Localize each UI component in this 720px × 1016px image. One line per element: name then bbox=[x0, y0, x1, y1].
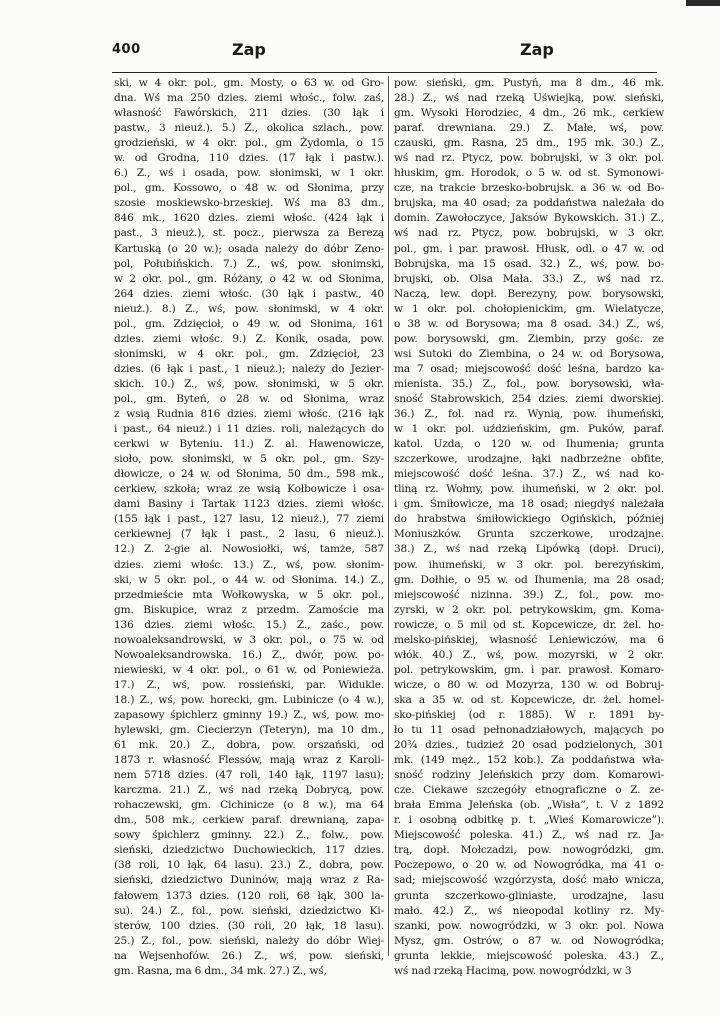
text-line: rowicze, o 5 mil od st. Kopcewicze, dr. żel. ho- bbox=[394, 618, 664, 631]
text-line: Moniuszków. Grunta szczerkowe, urodzajne. bbox=[394, 528, 664, 541]
text-line: gm. Rasna, ma 6 dm., 34 mk. 27.) Z., wś, bbox=[114, 964, 327, 977]
text-line: past., 3 nieuż.), st. pocz., pierwsza za Berezą bbox=[114, 227, 384, 240]
text-line: gm. Biskupice, wraz z przedm. Zamoście ma bbox=[114, 603, 384, 616]
page-header bbox=[112, 38, 652, 60]
text-line: i gm. Śmiłowicze, ma 18 osad; niegdyś należała bbox=[394, 498, 664, 511]
text-line: pol., gm. i par. prawosł. Hłusk, odl. o 47 w. od bbox=[394, 242, 664, 255]
text-line: nieuż.). 8.) Z., wś, pow. słonimski, w 4 okr. bbox=[114, 302, 384, 315]
text-line: pastw., 3 nieuż.). 5.) Z., okolica szlach., pow. bbox=[114, 122, 384, 135]
text-line: katol. Uzda, o 120 w. od Ihumenia; grunta bbox=[394, 438, 664, 451]
text-line: cze, na trakcie brzesko-bobrujsk. a 36 w. od Bo- bbox=[394, 182, 664, 195]
text-line: 264 dzies. ziemi włośc. (30 łąk i pastw., 40 bbox=[114, 287, 384, 300]
text-line: 17.) Z., wś, pow. rossieński, par. Widukle. bbox=[114, 678, 384, 691]
text-line: rohaczewski, gm. Cichinicze (o 8 w.), ma 64 bbox=[114, 799, 384, 812]
text-line: sioło, pow. słonimski, w 5 okr. pol., gm. Szy- bbox=[114, 453, 384, 466]
text-line: do hrabstwa śmiłowickiego Ogińskich, później bbox=[394, 513, 664, 526]
text-line: (155 łąk i past., 127 lasu, 12 nieuż.), 77 ziemi bbox=[114, 513, 384, 526]
text-line: mk. (149 męż., 152 kob.). Za poddaństwa wła- bbox=[394, 754, 664, 767]
scan-corner-mark bbox=[686, 0, 720, 6]
text-line: 136 dzies. ziemi włośc. 15.) Z., zaśc., pow. bbox=[114, 618, 384, 631]
text-line: Bobrujska, ma 15 osad. 32.) Z., wś, pow. bo- bbox=[394, 257, 664, 270]
text-line: skich. 10.) Z., wś, pow. słonimski, w 5 okr. bbox=[114, 377, 384, 390]
text-line: gm. Wysoki Horodziec, 4 dm., 26 mk., cerkiew bbox=[394, 107, 664, 120]
text-line: 846 mk., 1620 dzies. ziemi włośc. (424 łąk i bbox=[114, 212, 384, 225]
text-line: pow. ihumeński, w 3 okr. pol. berezyńskim, bbox=[394, 558, 664, 571]
text-line: 25.) Z., fol., pow. sieński, należy do dóbr Wiej- bbox=[114, 934, 384, 947]
text-line: 12.) Z. 2-gie al. Nowosiołki, wś, tamże, 587 bbox=[114, 543, 384, 556]
text-line: dm., 508 mk., cerkiew paraf. drewnianą, zapa- bbox=[114, 814, 384, 827]
text-line: pol, Połubińskich. 7.) Z., wś, pow. słonimski, bbox=[114, 257, 384, 270]
text-line: sad; miejscowość wzgórzysta, dość mało wnicza, bbox=[394, 874, 664, 887]
text-line: gm. Dołhie, o 95 w. od Ihumenia, ma 28 osad; bbox=[394, 573, 664, 586]
text-line: własność Fawórskich, 211 dzies. (30 łąk i bbox=[114, 107, 384, 120]
text-line: 36.) Z., fol. nad rz. Wynią, pow. ihumeński, bbox=[394, 408, 664, 421]
text-line: włók. 40.) Z., wś, pow. mozyrski, w 2 okr. bbox=[394, 648, 664, 661]
text-line: tliną rz. Wołmy, pow. ihumeński, w 2 okr. pol. bbox=[394, 483, 664, 496]
text-line: przedmieście mta Wołkowyska, w 5 okr. pol., bbox=[114, 588, 384, 601]
text-line: sieński, dziedzictwo Duninów, mają wraz z Ra- bbox=[114, 874, 384, 887]
text-line: paraf. drewniana. 29.) Z. Małe, wś, pow. bbox=[394, 122, 664, 135]
text-line: sterów, 100 dzies. (30 roli, 20 łąk, 18 lasu). bbox=[114, 919, 384, 932]
text-line: szosie moskiewsko-brzeskiej. Wś ma 83 dm., bbox=[114, 197, 384, 210]
text-line: 6.) Z., wś i osada, pow. słonimski, w 1 okr. bbox=[114, 167, 384, 180]
text-line: cerkiewnej (7 łąk i past., 2 lasu, 6 nieuż.). bbox=[114, 528, 384, 541]
text-line: trą, dopł. Mołczadzi, pow. nowogródzki, gm. bbox=[394, 844, 664, 857]
text-line: sność Stabrowskich, 254 dzies. ziemi dworskiej. bbox=[394, 392, 664, 405]
text-line: ski, w 5 okr. pol., o 44 w. od Słonima. 14.) Z., bbox=[114, 573, 384, 586]
text-line: pol. petrykowskim, gm. i par. prawosł. Komaro- bbox=[394, 663, 664, 676]
text-line: wś nad rzeką Hacimą, pow. nowogródzki, w 3 bbox=[394, 964, 632, 977]
text-line: 38.) Z., wś nad rzeką Lipówką (dopł. Druci), bbox=[394, 543, 664, 556]
page-number: 400 bbox=[112, 42, 141, 57]
header-rule bbox=[112, 72, 657, 73]
text-line: grodzieński, w 4 okr. pol., gm Żydomla, o 15 bbox=[114, 137, 384, 150]
text-line: (38 roli, 10 łąk, 64 lasu). 23.) Z., dobra, pow. bbox=[114, 859, 384, 872]
text-line: fałowem 1373 dzies. (120 roli, 68 łąk, 300 la- bbox=[114, 889, 384, 902]
text-line: wicze, o 80 w. od Mozyrza, 130 w. od Bobruj- bbox=[394, 678, 664, 691]
text-line: dzies. ziemi włośc. 9.) Z. Konik, osada, pow. bbox=[114, 332, 384, 345]
running-head-left: Zap bbox=[232, 40, 266, 59]
text-line: dzies. (6 łąk i past., 1 nieuż.); należy do Jezier- bbox=[114, 362, 384, 375]
text-line: miejscowość nizinna. 39.) Z., fol., pow. mo- bbox=[394, 588, 664, 601]
text-line: dzies. ziemi włośc. 13.) Z., wś, pow. słonim- bbox=[114, 558, 384, 571]
text-line: nowoaleksandrowski, w 3 okr. pol., o 75 w. od bbox=[114, 633, 384, 646]
text-line: grunta lekkie, miejscowość poleska. 43.) Z., bbox=[394, 949, 664, 962]
right-column bbox=[394, 76, 664, 977]
text-line: pol., gm. Zdzięcioł, o 49 w. od Słonima, 161 bbox=[114, 317, 384, 330]
text-line: na Wejsenhofów. 26.) Z., wś, pow. sieński, bbox=[114, 949, 384, 962]
text-line: Nowoaleksandrowska. 16.) Z., dwór, pow. po- bbox=[114, 648, 384, 661]
text-line: pow. borysowski, gm. Ziembin, przy gośc. ze bbox=[394, 332, 664, 345]
text-line: hłuskim, gm. Horodok, o 5 w. od st. Symonowi- bbox=[394, 167, 664, 180]
text-line: zyrski, w 2 okr. pol. petrykowskim, gm. Koma- bbox=[394, 603, 664, 616]
text-line: słonimski, w 4 okr. pol., gm. Zdzięcioł, 23 bbox=[114, 347, 384, 360]
text-line: pow. sieński, gm. Pustyń, ma 8 dm., 46 mk. bbox=[394, 77, 664, 89]
text-line: 1873 r. własność Flessów, mają wraz z Karoli- bbox=[114, 754, 384, 767]
text-line: sność rodziny Jeleńskich przy dom. Komarowi- bbox=[394, 769, 664, 782]
running-head-right: Zap bbox=[520, 40, 554, 59]
text-line: Mysz, gm. Ostrów, o 87 w. od Nowogródka; bbox=[394, 934, 664, 947]
text-line: ło tu 11 osad pełnonadziałowych, mających po bbox=[394, 724, 664, 737]
text-line: w 1 okr. pol. chołopienickim, gm. Wielatycze, bbox=[394, 302, 664, 315]
text-line: Poczepowo, o 20 w. od Nowogródka, ma 41 o- bbox=[394, 859, 664, 872]
text-line: sieński, dziedzictwo Duchowieckich, 117 dzies. bbox=[114, 844, 384, 857]
left-column bbox=[114, 76, 384, 977]
text-line: o 38 w. od Borysowa; ma 8 osad. 34.) Z., wś, bbox=[394, 317, 664, 330]
text-line: cze. Ciekawe szczegóły etnograficzne o Z. ze- bbox=[394, 784, 664, 797]
text-line: ski, w 4 okr. pol., gm. Mosty, o 63 w. od Gro- bbox=[114, 77, 384, 89]
column-divider bbox=[388, 76, 389, 956]
text-line: brała Emma Jeleńska (ob. „Wisła”, t. V z 1892 bbox=[394, 799, 664, 812]
text-line: wś nad rz. Ptycz, pow. bobrujski, w 3 okr. bbox=[394, 227, 664, 240]
text-line: cerkiew, szkoła; wraz ze wsią Kołbowicze i osa- bbox=[114, 483, 384, 496]
text-line: ska a 35 w. od st. Kopcewicze, dr. żel. homel- bbox=[394, 693, 664, 706]
text-line: ma 7 osad; miejscowość dość leśna, bardzo ka- bbox=[394, 362, 664, 375]
text-line: brujski, ob. Olsa Mała. 33.) Z., wś nad rz. bbox=[394, 272, 664, 285]
text-line: z wsią Rudnia 816 dzies. ziemi włośc. (216 łąk bbox=[114, 408, 384, 421]
text-line: melsko-pińskiej, własność Leniewiczów, ma 6 bbox=[394, 633, 664, 646]
text-line: mienista. 35.) Z., fol., pow. borysowski, wła- bbox=[394, 377, 664, 390]
text-line: w 1 okr. pol. uździeńskim, gm. Puków, paraf. bbox=[394, 423, 664, 436]
text-line: brujska, ma 40 osad; za poddaństwa należała do bbox=[394, 197, 664, 210]
text-line: su). 24.) Z., fol., pow. sieński, dziedzictwo Ki- bbox=[114, 904, 384, 917]
text-line: grunta szczerkowo-gliniaste, urodzajne, lasu bbox=[394, 889, 664, 902]
text-line: 20¾ dzies., tudzież 20 osad podzielonych, 301 bbox=[394, 739, 664, 752]
text-line: szczerkowe, urodzajne, łąki nadbrzeżne obfite, bbox=[394, 453, 664, 466]
text-line: czauski, gm. Rasna, 25 dm., 195 mk. 30.) Z., bbox=[394, 137, 664, 150]
text-line: Naczą, lew. dopł. Berezyny, pow. borysowski, bbox=[394, 287, 664, 300]
text-line: dami Basiny i Tartak 1123 dzies. ziemi włośc. bbox=[114, 498, 384, 511]
text-line: 61 mk. 20.) Z., dobra, pow. orszański, od bbox=[114, 739, 384, 752]
text-line: miejscowość dość leśna. 37.) Z., wś nad ko- bbox=[394, 468, 664, 481]
text-line: niewieski, w 4 okr. pol., o 61 w. od Poniewieża. bbox=[114, 663, 384, 676]
text-line: 18.) Z., wś, pow. horecki, gm. Lubinicze (o 4 w.), bbox=[114, 693, 384, 706]
text-line: pol., gm. Kossowo, o 48 w. od Słonima, przy bbox=[114, 182, 384, 195]
text-line: 28.) Z., wś nad rzeką Uświejką, pow. sieński, bbox=[394, 92, 664, 105]
text-line: w. od Grodna, 110 dzies. (17 łąk i pastw.). bbox=[114, 152, 384, 165]
text-line: domin. Zawołoczyce, Jaksów Bykowskich. 31.) Z., bbox=[394, 212, 664, 225]
text-line: zapasowy śpichlerz gminny 19.) Z., wś, pow. mo- bbox=[114, 708, 384, 721]
text-line: i past., 64 nieuż.) i 11 dzies. roli, należących do bbox=[114, 423, 384, 436]
text-line: sowy śpichlerz gminny. 22.) Z., folw., pow. bbox=[114, 829, 384, 842]
text-line: cerkwi w Byteniu. 11.) Z. al. Hawenowicze, bbox=[114, 438, 384, 451]
text-line: nem 5718 dzies. (47 roli, 140 łąk, 1197 lasu); bbox=[114, 769, 384, 782]
text-line: pol., gm. Byteń, o 28 w. od Słonima, wraz bbox=[114, 392, 384, 405]
text-line: r. i osobną odbitkę p. t. „Wieś Komarowicze”). bbox=[394, 814, 664, 827]
text-line: sko-pińskiej (od r. 1885). W r. 1891 by- bbox=[394, 708, 664, 721]
text-line: hylewski, gm. Ciecierzyn (Teteryn), ma 10 dm., bbox=[114, 724, 384, 737]
text-line: wś nad rz. Ptycz, pow. bobrujski, w 3 okr. pol. bbox=[394, 152, 664, 165]
text-line: wsi Sutoki do Ziembina, o 24 w. od Borysowa, bbox=[394, 347, 664, 360]
text-line: karczma. 21.) Z., wś nad rzeką Dobrycą, pow. bbox=[114, 784, 384, 797]
text-line: szanki, pow. nowogródzki, w 3 okr. pol. Nowa bbox=[394, 919, 664, 932]
text-line: Miejscowość poleska. 41.) Z., wś nad rz. Ja- bbox=[394, 829, 664, 842]
text-line: dna. Wś ma 250 dzies. ziemi włośc., folw. zaś, bbox=[114, 92, 384, 105]
text-line: mało. 42.) Z., wś nieopodal kotliny rz. My- bbox=[394, 904, 664, 917]
text-line: dłowicze, o 24 w. od Słonima, 50 dm., 598 mk., bbox=[114, 468, 384, 481]
text-line: Kartuską (o 20 w.); osada należy do dóbr Zeno- bbox=[114, 242, 384, 255]
text-line: w 2 okr. pol., gm. Różany, o 42 w. od Słonima, bbox=[114, 272, 384, 285]
